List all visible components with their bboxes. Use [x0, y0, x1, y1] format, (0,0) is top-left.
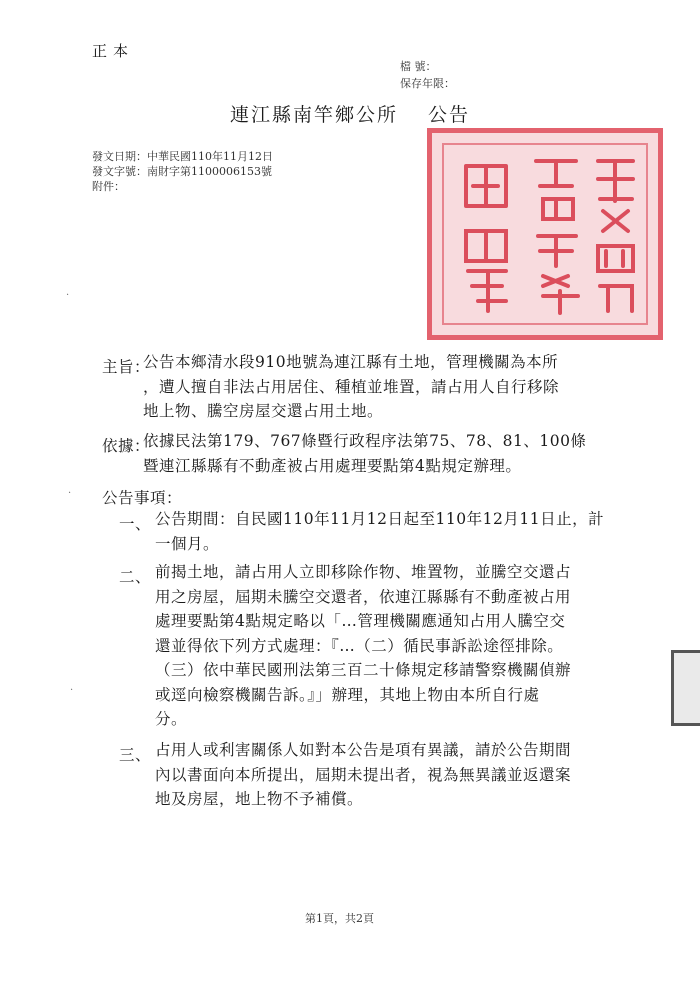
- items-heading: 公告事項：: [102, 489, 183, 507]
- item-line: 公告期間：自民國110年11月12日起至110年12月11日止，計: [155, 510, 605, 528]
- item-marker: 二、: [119, 568, 152, 586]
- office-name: 連江縣南竿鄉公所: [230, 104, 399, 126]
- margin-mark: ·: [70, 685, 74, 696]
- seal-script-glyphs: [448, 151, 648, 321]
- attachment-label: 附件：: [92, 180, 125, 193]
- item-line: 地及房屋，地上物不予補償。: [155, 790, 364, 808]
- basis-text: [143, 429, 586, 478]
- document-number: 發文字號：南財字第1100006153號: [92, 165, 272, 178]
- archive-number-label: 檔 號：: [400, 60, 437, 73]
- item-1-text: [155, 507, 604, 556]
- subject-line: 公告本鄉清水段910地號為連江縣有土地，管理機關為本所: [143, 353, 559, 371]
- item-line: 還並得依下列方式處理：『…（二）循民事訴訟途徑排除。: [155, 636, 564, 655]
- item-line: 分。: [155, 710, 188, 728]
- item-line: 處理要點第4點規定略以「…管理機關應通知占用人騰空交: [155, 612, 566, 630]
- item-3-text: [155, 738, 571, 812]
- margin-mark: ·: [66, 290, 70, 301]
- page-number: 第1頁，共2頁: [305, 912, 374, 925]
- basis-line: 暨連江縣縣有不動產被占用處理要點第4點規定辦理。: [143, 456, 522, 475]
- copy-label: 正本: [92, 42, 135, 60]
- item-line: 占用人或利害關係人如對本公告是項有異議，請於公告期間: [155, 741, 572, 759]
- basis-label: 依據：: [102, 437, 151, 455]
- item-line: 內以書面向本所提出，屆期未提出者，視為無異議並返還案: [155, 765, 572, 784]
- subject-text: [143, 350, 559, 424]
- subject-line: 地上物、騰空房屋交還占用土地。: [143, 402, 384, 420]
- item-line: 前揭土地，請占用人立即移除作物、堆置物，並騰空交還占: [155, 563, 572, 581]
- subject-label: 主旨：: [102, 358, 151, 376]
- item-line: 用之房屋，屆期未騰空交還者，依連江縣縣有不動產被占用: [155, 587, 572, 606]
- official-seal: [427, 128, 663, 340]
- subject-line: ，遭人擅自非法占用居住、種植並堆置，請占用人自行移除: [143, 377, 560, 396]
- item-line: 或逕向檢察機關告訴。』」辦理，其地上物由本所自行處: [155, 685, 540, 704]
- item-line: （三）依中華民國刑法第三百二十條規定移請警察機關偵辦: [155, 661, 572, 679]
- partial-stamp-fragment: [671, 650, 700, 726]
- retention-period-label: 保存年限：: [400, 77, 455, 90]
- item-marker: 一、: [119, 515, 152, 533]
- issue-date: 發文日期：中華民國110年11月12日: [92, 150, 273, 163]
- basis-line: 依據民法第179、767條暨行政程序法第75、78、81、100條: [143, 432, 587, 450]
- item-2-text: [155, 560, 571, 732]
- item-line: 一個月。: [155, 534, 220, 553]
- item-marker: 三、: [119, 746, 152, 764]
- document-type: 公告: [428, 104, 471, 126]
- margin-mark: ·: [68, 488, 72, 499]
- page-title: [230, 100, 470, 127]
